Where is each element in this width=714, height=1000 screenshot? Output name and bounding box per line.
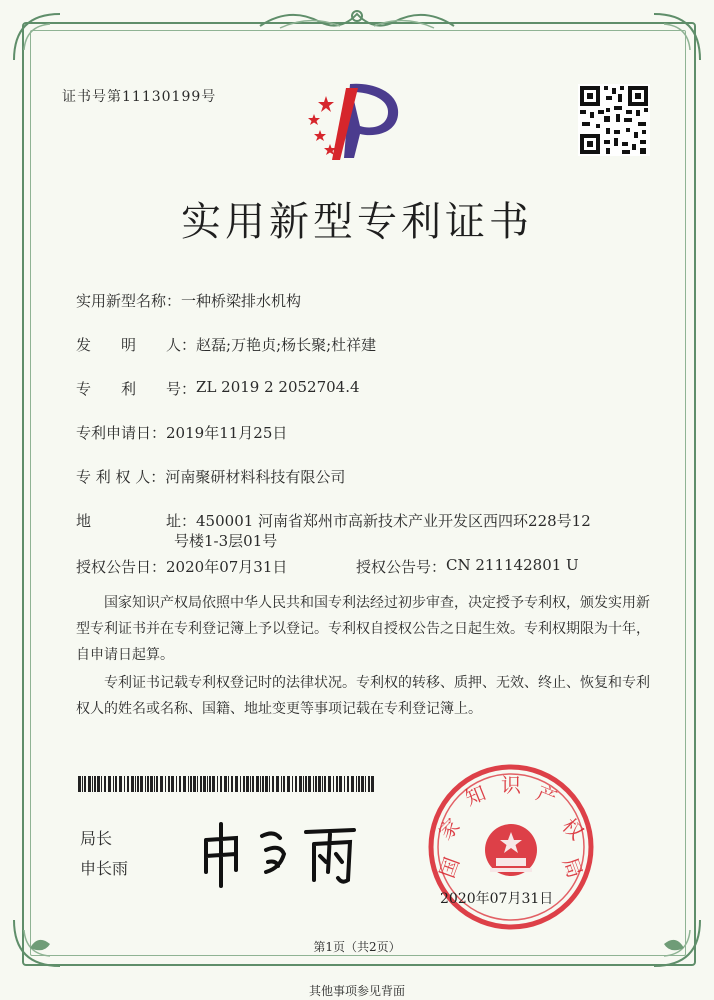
field-label: 专 利 号： bbox=[76, 380, 197, 398]
page-footer-note: 其他事项参见背面 bbox=[308, 984, 405, 998]
top-ornament bbox=[250, 4, 464, 34]
svg-text:家: 家 bbox=[433, 813, 465, 845]
field-label: 地 址： bbox=[76, 512, 197, 530]
field-value: ZL 2019 2 2052704.4 bbox=[196, 378, 360, 396]
director-signature bbox=[196, 810, 366, 890]
svg-text:权: 权 bbox=[557, 813, 589, 845]
grant-statement-paragraph: 国家知识产权局依照中华人民共和国专利法经过初步审查，决定授予专利权，颁发实用新型专利证书并在专利登记簿上予以登记。专利权自授权公告之日起生效。专利权期限为十年，自申请日起算。 bbox=[76, 595, 650, 663]
field-value: 河南聚研材料科技有限公司 bbox=[165, 468, 346, 486]
field-label: 授权公告日： bbox=[76, 558, 167, 576]
field-value: 450001 河南省郑州市高新技术产业开发区西四环228号12 bbox=[196, 512, 591, 530]
certificate-number: 证书号第11130199号 bbox=[62, 89, 217, 105]
page-number: 第1页（共2页） bbox=[313, 940, 401, 954]
field-utility-name bbox=[76, 290, 301, 311]
corner-ornament-bottom-left bbox=[10, 900, 80, 970]
field-value: 2020年07月31日 bbox=[166, 558, 288, 576]
field-address bbox=[76, 510, 591, 531]
field-label: 专利申请日： bbox=[76, 424, 167, 442]
director-title: 局长 bbox=[80, 829, 113, 848]
field-value: 2019年11月25日 bbox=[166, 424, 288, 442]
field-value: 赵磊;万艳贞;杨长聚;杜祥建 bbox=[196, 336, 377, 354]
field-patent-number bbox=[76, 378, 360, 399]
stamp-date: 2020年07月31日 bbox=[440, 891, 554, 907]
field-label: 专 利 权 人： bbox=[76, 468, 166, 486]
svg-text:局: 局 bbox=[557, 854, 588, 882]
field-grant-number bbox=[356, 556, 579, 577]
svg-text:产: 产 bbox=[532, 780, 561, 811]
svg-text:国: 国 bbox=[434, 854, 465, 882]
field-value: CN 211142801 U bbox=[446, 556, 579, 574]
field-grant-date bbox=[76, 556, 287, 577]
field-label: 授权公告号： bbox=[356, 558, 447, 576]
corner-ornament-top-right bbox=[634, 10, 704, 80]
corner-ornament-bottom-right bbox=[634, 900, 704, 970]
director-name: 申长雨 bbox=[80, 859, 129, 878]
legal-status-paragraph: 专利证书记载专利权登记时的法律状况。专利权的转移、质押、无效、终止、恢复和专利权人的姓名或名称、国籍、地址变更等事项记载在专利登记簿上。 bbox=[76, 675, 650, 717]
svg-text:知: 知 bbox=[461, 780, 490, 811]
svg-text:识: 识 bbox=[501, 773, 521, 797]
field-patentee bbox=[76, 466, 345, 487]
field-value: 一种桥梁排水机构 bbox=[181, 292, 302, 310]
patent-office-logo-icon bbox=[300, 76, 416, 166]
barcode-icon bbox=[78, 776, 378, 792]
field-inventor bbox=[76, 334, 376, 355]
corner-ornament-top-left bbox=[10, 10, 80, 80]
field-label: 实用新型名称： bbox=[76, 292, 182, 310]
address-line-2: 号楼1-3层01号 bbox=[174, 532, 278, 550]
field-application-date bbox=[76, 422, 287, 443]
field-label: 发 明 人： bbox=[76, 336, 197, 354]
certificate-title: 实用新型专利证书 bbox=[181, 199, 533, 245]
qr-code-icon bbox=[578, 84, 650, 156]
